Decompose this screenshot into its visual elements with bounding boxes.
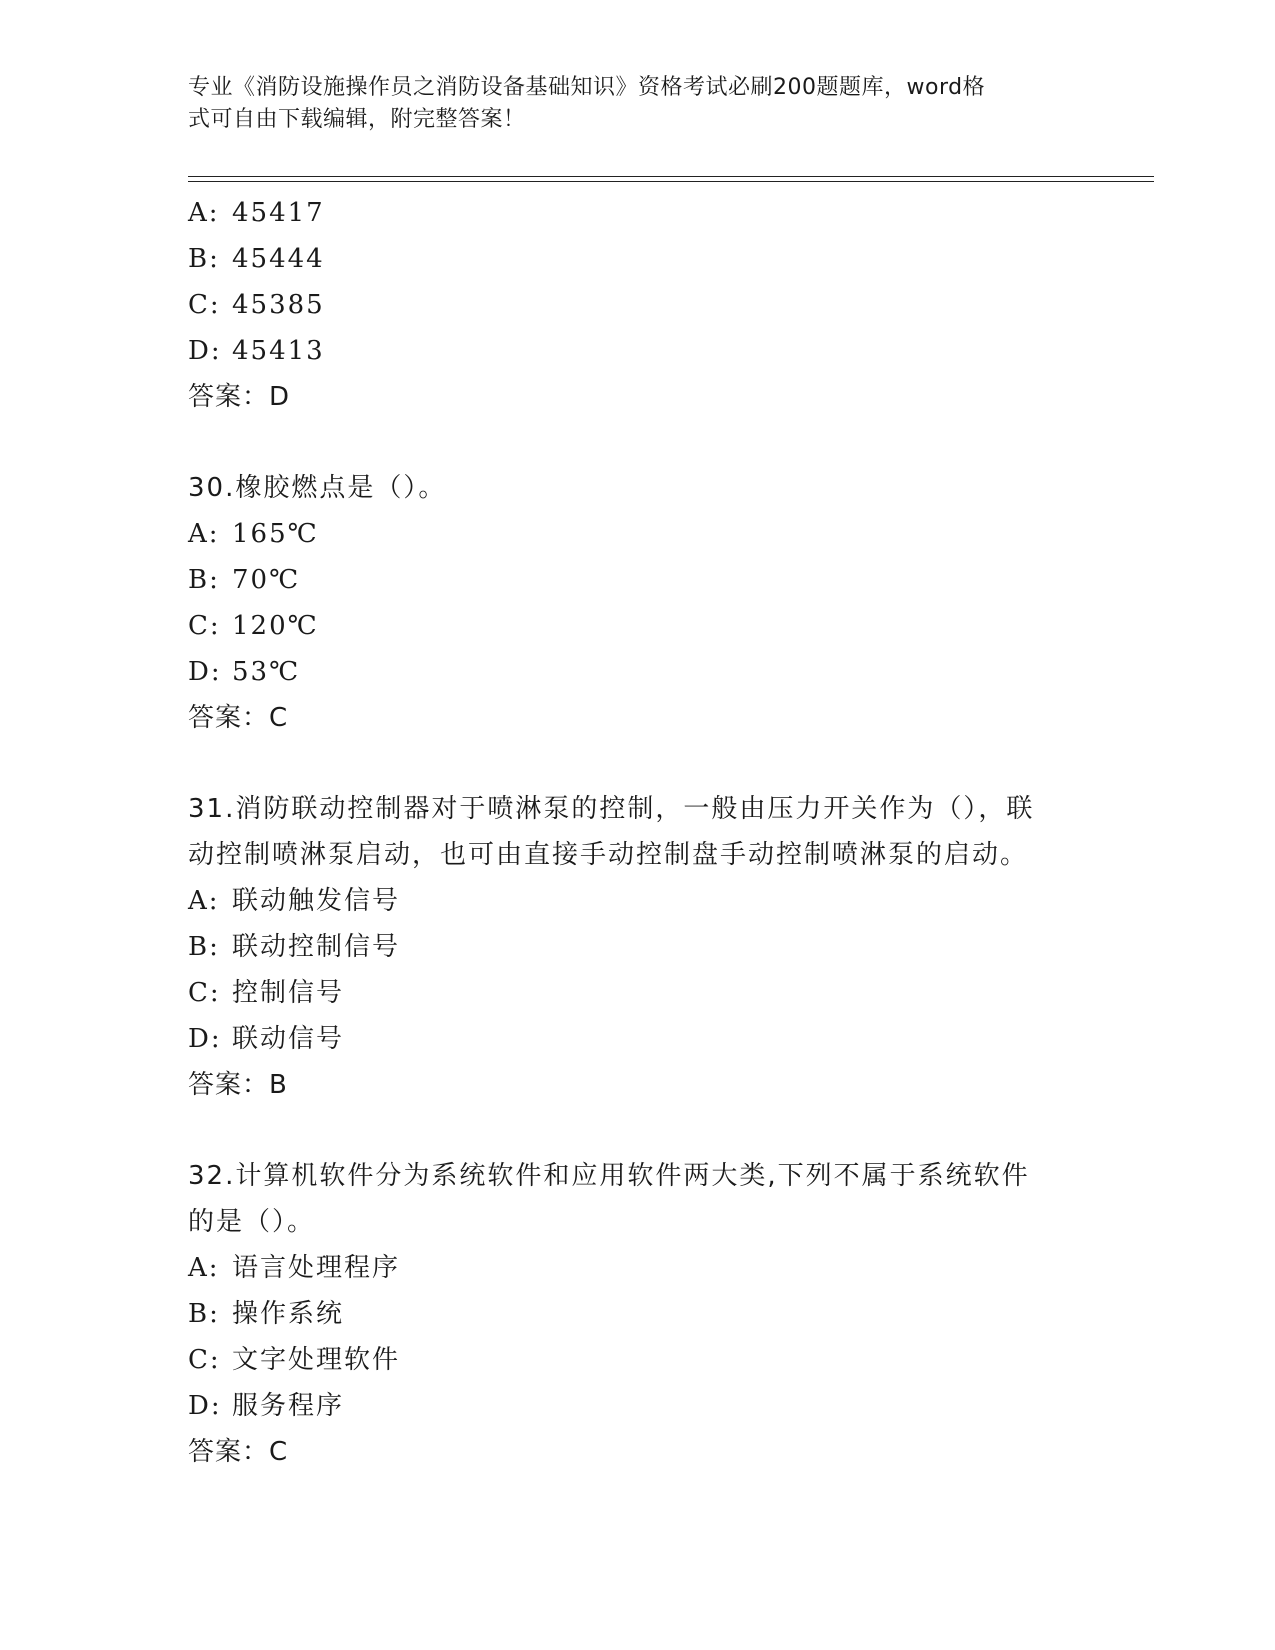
option-d: D: 服务程序 — [188, 1391, 345, 1421]
question-30 — [188, 465, 1088, 741]
option-a: A: 联动触发信号 — [188, 886, 401, 916]
option-b: B: 操作系统 — [188, 1299, 345, 1329]
option-c: C: 文字处理软件 — [188, 1345, 401, 1375]
option-d: D: 45413 — [188, 336, 325, 366]
header-divider-bottom — [188, 181, 1154, 182]
answer: 答案：C — [188, 703, 289, 733]
option-c: C: 120℃ — [188, 611, 319, 641]
header-line-1: 专业《消防设施操作员之消防设备基础知识》资格考试必刷200题题库，word格 — [188, 75, 986, 100]
option-b: B: 45444 — [188, 244, 325, 274]
header-divider-top — [188, 176, 1154, 177]
option-b: B: 70℃ — [188, 565, 301, 595]
option-d: D: 53℃ — [188, 657, 301, 687]
option-d: D: 联动信号 — [188, 1024, 345, 1054]
option-a: A: 45417 — [188, 198, 325, 228]
option-c: C: 45385 — [188, 290, 325, 320]
question-stem-line-2: 的是（）。 — [188, 1207, 316, 1237]
question-32 — [188, 1153, 1088, 1475]
question-stem: 30.橡胶燃点是（）。 — [188, 473, 447, 503]
question-stem-line-1: 32.计算机软件分为系统软件和应用软件两大类,下列不属于系统软件 — [188, 1161, 1030, 1191]
question-stem-line-1: 31.消防联动控制器对于喷淋泵的控制，一般由压力开关作为（），联 — [188, 794, 1035, 824]
document-header — [188, 72, 1078, 136]
question-29 — [188, 190, 1088, 420]
option-b: B: 联动控制信号 — [188, 932, 401, 962]
question-stem-line-2: 动控制喷淋泵启动，也可由直接手动控制盘手动控制喷淋泵的启动。 — [188, 840, 1029, 870]
question-31 — [188, 786, 1088, 1108]
answer: 答案：D — [188, 382, 291, 412]
answer: 答案：C — [188, 1437, 289, 1467]
question-list — [188, 190, 1088, 1475]
option-a: A: 165℃ — [188, 519, 319, 549]
option-c: C: 控制信号 — [188, 978, 345, 1008]
option-a: A: 语言处理程序 — [188, 1253, 401, 1283]
answer: 答案：B — [188, 1070, 288, 1100]
header-line-2: 式可自由下载编辑，附完整答案！ — [188, 107, 526, 132]
